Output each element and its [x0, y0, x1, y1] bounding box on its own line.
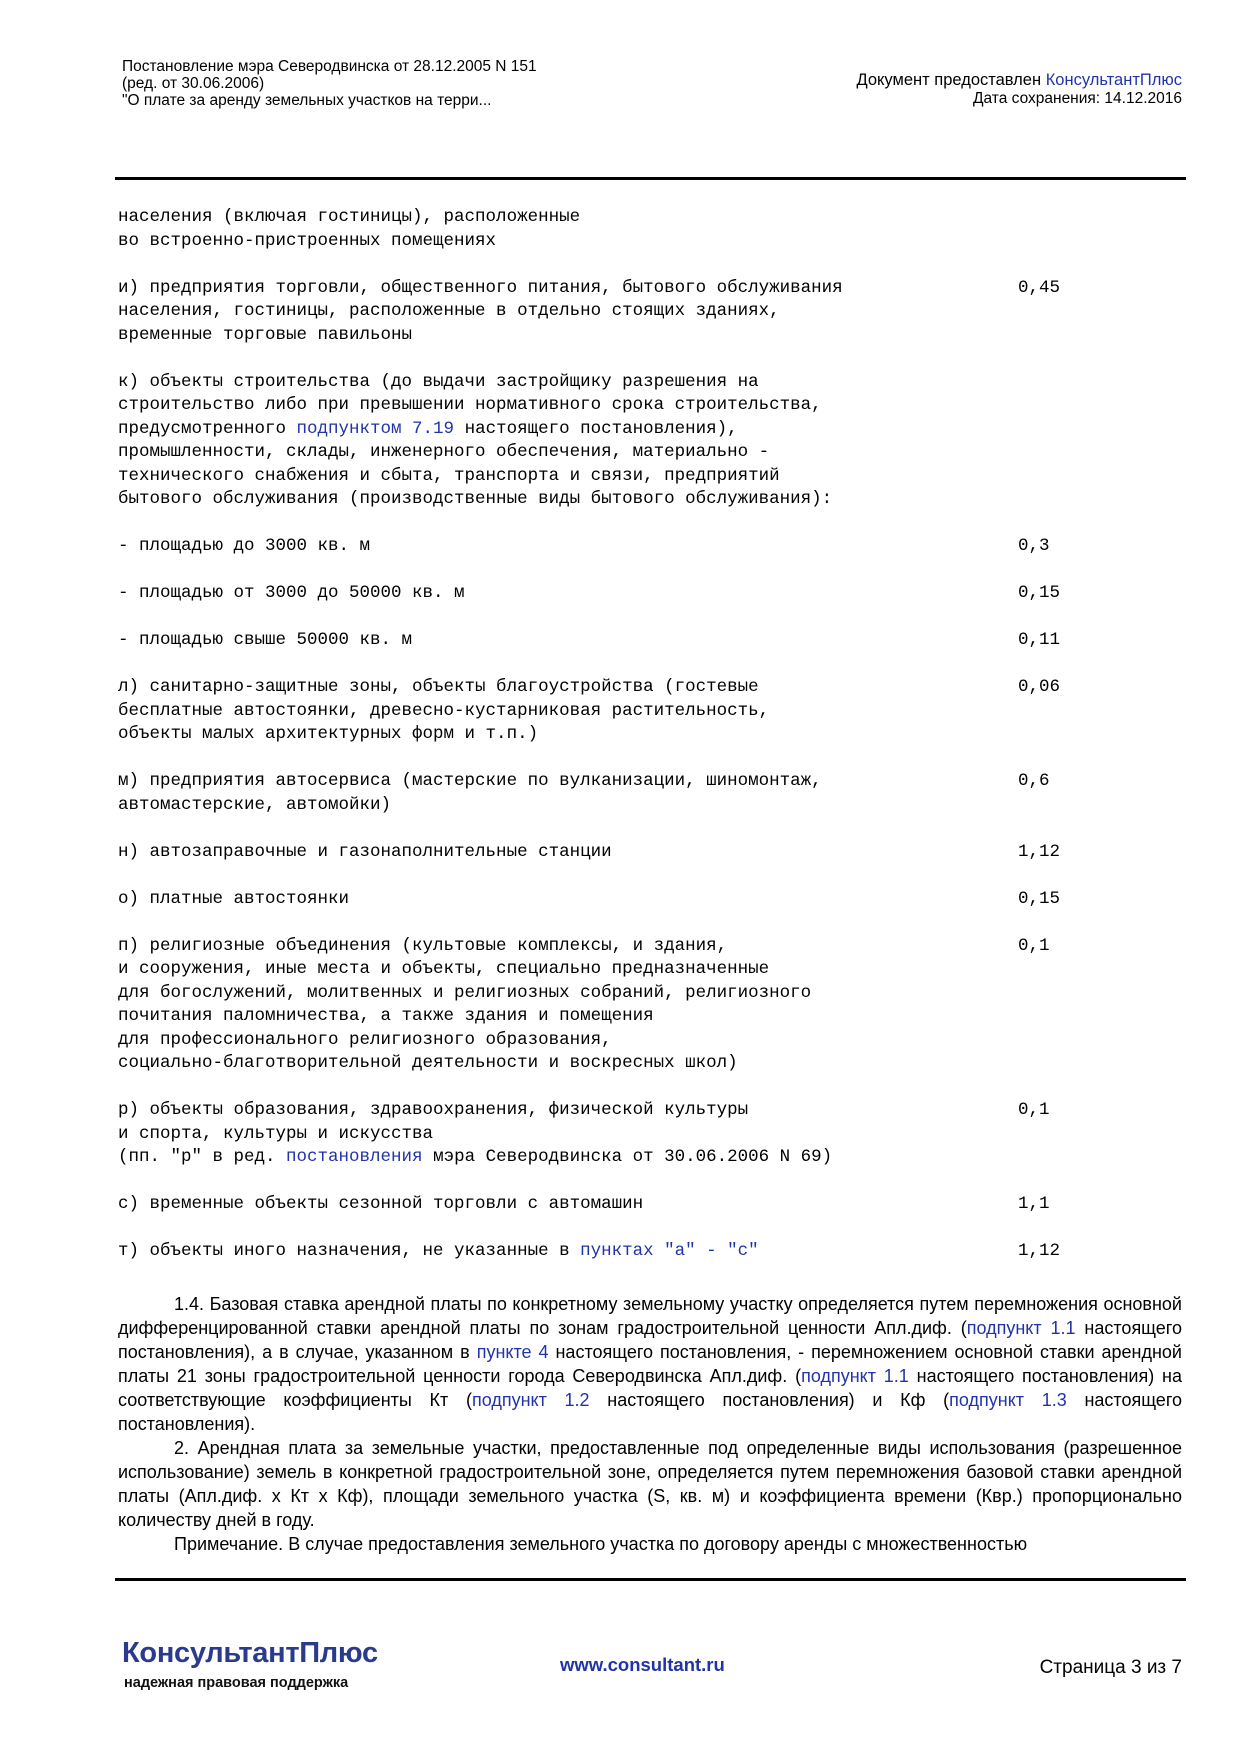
paragraph-text: настоящего постановления) на соответствующие коэффициенты Кт (: [118, 1366, 1183, 1410]
document-title-line-1: Постановление мэра Северодвинска от 28.12.2005 N 151: [122, 58, 537, 75]
table-row: [118, 277, 1078, 348]
paragraph-link[interactable]: подпункт 1.3: [949, 1390, 1067, 1410]
table-row: [118, 371, 1078, 512]
row-description: [118, 888, 998, 912]
row-description: [118, 770, 998, 817]
row-text: н) автозаправочные и газонаполнительные станции: [118, 841, 612, 862]
paragraph-link[interactable]: подпункт 1.1: [966, 1318, 1076, 1338]
row-coefficient: 0,06: [1018, 677, 1061, 697]
row-coefficient: 0,3: [1018, 536, 1050, 556]
document-title-line-3: "О плате за аренду земельных участков на терри...: [122, 92, 492, 109]
document-title-block: [122, 58, 537, 109]
row-text: р) объекты образования, здравоохранения, физической культуры и спорта, культуры и искусства (пп. "р" в ред.: [118, 1100, 749, 1167]
row-coefficient: 0,15: [1018, 888, 1061, 909]
table-row: [118, 206, 1078, 253]
table-row: [118, 1193, 1078, 1217]
paragraph-text: 1.4. Базовая ставка арендной платы по конкретному земельному участку определяется путем перемножения основной дифференцированной ставки арендной платы по зонам градостроительной ценности Апл.диф. (: [118, 1294, 1182, 1338]
logo-tagline: надежная правовая поддержка: [124, 1675, 349, 1691]
row-text: л) санитарно-защитные зоны, объекты благоустройства (гостевые бесплатные автостоянки, древесно-кустарниковая растительность, объекты малых архитектурных форм и т.п.): [118, 677, 770, 744]
row-link[interactable]: пунктах "а" - "с": [580, 1241, 759, 1261]
row-text: - площадью до 3000 кв. м: [118, 536, 371, 556]
table-row: [118, 1099, 1078, 1170]
row-description: [118, 1240, 998, 1264]
coefficient-table: [118, 206, 1078, 1287]
row-text: м) предприятия автосервиса (мастерские по вулканизации, шиномонтаж, автомастерские, автомойки): [118, 771, 822, 815]
row-text: - площадью свыше 50000 кв. м: [118, 630, 413, 650]
row-description: [118, 1193, 998, 1217]
row-description: [118, 935, 998, 1076]
table-row: [118, 770, 1078, 817]
paragraph-text: настоящего постановления, - перемножением основной ставки арендной платы 21 зоны градостроительной ценности города Северодвинска Апл.диф. (: [118, 1342, 1182, 1386]
header-divider: [115, 177, 1186, 180]
row-link[interactable]: подпунктом 7.19: [296, 418, 455, 439]
consultant-logo: КонсультантПлюс: [122, 1637, 378, 1669]
paragraph: [118, 1292, 1182, 1436]
row-description: [118, 676, 998, 747]
row-description: [118, 277, 998, 348]
row-description: [118, 582, 998, 606]
footer-divider: [115, 1578, 1186, 1581]
paragraph-text: настоящего постановления).: [118, 1390, 1183, 1434]
row-coefficient: 0,15: [1018, 583, 1061, 603]
table-row: [118, 1240, 1078, 1264]
row-coefficient: 0,45: [1018, 277, 1061, 298]
row-description: [118, 629, 998, 653]
row-coefficient: 0,1: [1018, 935, 1050, 956]
website-link[interactable]: www.consultant.ru: [560, 1654, 725, 1675]
row-coefficient: 0,6: [1018, 771, 1050, 791]
paragraph-text: 2. Арендная плата за земельные участки, предоставленные под определенные виды использования (разрешенное использование) земель в конкретной градостроительной зоне, определяется путем перемножения базовой ставки арендной платы (Апл.диф. x Кт x Кф), площади земельного участка (S, кв. м) и коэффициента времени (Квр.) пропорционально количеству дней в году.: [118, 1438, 1182, 1530]
paragraph-link[interactable]: пункте 4: [476, 1342, 549, 1362]
row-text: - площадью от 3000 до 50000 кв. м: [118, 583, 465, 603]
paragraph-text: настоящего постановления) и Кф (: [589, 1390, 950, 1410]
row-coefficient: 1,1: [1018, 1194, 1050, 1214]
body-paragraphs: [118, 1292, 1182, 1556]
table-row: [118, 935, 1078, 1076]
row-text: о) платные автостоянки: [118, 888, 350, 909]
provider-prefix: Документ предоставлен: [856, 71, 1046, 89]
row-description: [118, 206, 998, 253]
row-coefficient: 1,12: [1018, 841, 1061, 862]
page-number: Страница 3 из 7: [1039, 1657, 1182, 1678]
row-text: п) религиозные объединения (культовые комплексы, и здания, и сооружения, иные места и объекты, специально предназначенные для богослужений, молитвенных и религиозных собраний, религиозного почитания паломничества, а также здания и помещения для профессионального религиозного образования, социально-благотворительной деятельности и воскресных школ): [118, 935, 812, 1073]
provider-line: [856, 70, 1182, 90]
row-description: [118, 1099, 998, 1170]
table-row: [118, 841, 1078, 865]
row-text: и) предприятия торговли, общественного питания, бытового обслуживания населения, гостиницы, расположенные в отдельно стоящих зданиях, временные торговые павильоны: [118, 277, 843, 345]
row-description: [118, 841, 998, 865]
row-text: к) объекты строительства (до выдачи застройщику разрешения на строительство либо при превышении нормативного срока строительства, предусмотренного: [118, 371, 822, 439]
row-text: населения (включая гостиницы), расположенные во встроенно-пристроенных помещениях: [118, 207, 581, 251]
paragraph-text: настоящего постановления), а в случае, указанном в: [118, 1318, 1182, 1362]
paragraph-text: Примечание. В случае предоставления земельного участка по договору аренды с множественностью: [174, 1534, 1028, 1554]
row-text: мэра Северодвинска от 30.06.2006 N 69): [422, 1147, 833, 1167]
row-coefficient: 0,1: [1018, 1100, 1050, 1120]
table-row: [118, 676, 1078, 747]
document-header: [122, 58, 1182, 118]
provider-block: [856, 70, 1182, 107]
row-text: с) временные объекты сезонной торговли с автомашин: [118, 1194, 644, 1214]
table-row: [118, 629, 1078, 653]
paragraph: [118, 1532, 1182, 1556]
document-title-line-2: (ред. от 30.06.2006): [122, 75, 265, 92]
save-date: Дата сохранения: 14.12.2016: [973, 90, 1182, 107]
paragraph: [118, 1436, 1182, 1532]
row-text: настоящего постановления), промышленности, склады, инженерного обеспечения, материально - технического снабжения и сбыта, транспорта и связи, предприятий бытового обслуживания (производственные виды бытового обслуживания):: [118, 418, 833, 509]
row-coefficient: 1,12: [1018, 1241, 1061, 1261]
provider-brand-link[interactable]: КонсультантПлюс: [1045, 71, 1182, 89]
row-link[interactable]: постановления: [286, 1147, 423, 1167]
paragraph-link[interactable]: подпункт 1.2: [471, 1390, 590, 1410]
row-text: т) объекты иного назначения, не указанные в: [118, 1241, 581, 1261]
row-description: [118, 535, 998, 559]
table-row: [118, 582, 1078, 606]
row-coefficient: 0,11: [1018, 630, 1061, 650]
table-row: [118, 535, 1078, 559]
table-row: [118, 888, 1078, 912]
paragraph-link[interactable]: подпункт 1.1: [801, 1366, 909, 1386]
row-description: [118, 371, 998, 512]
